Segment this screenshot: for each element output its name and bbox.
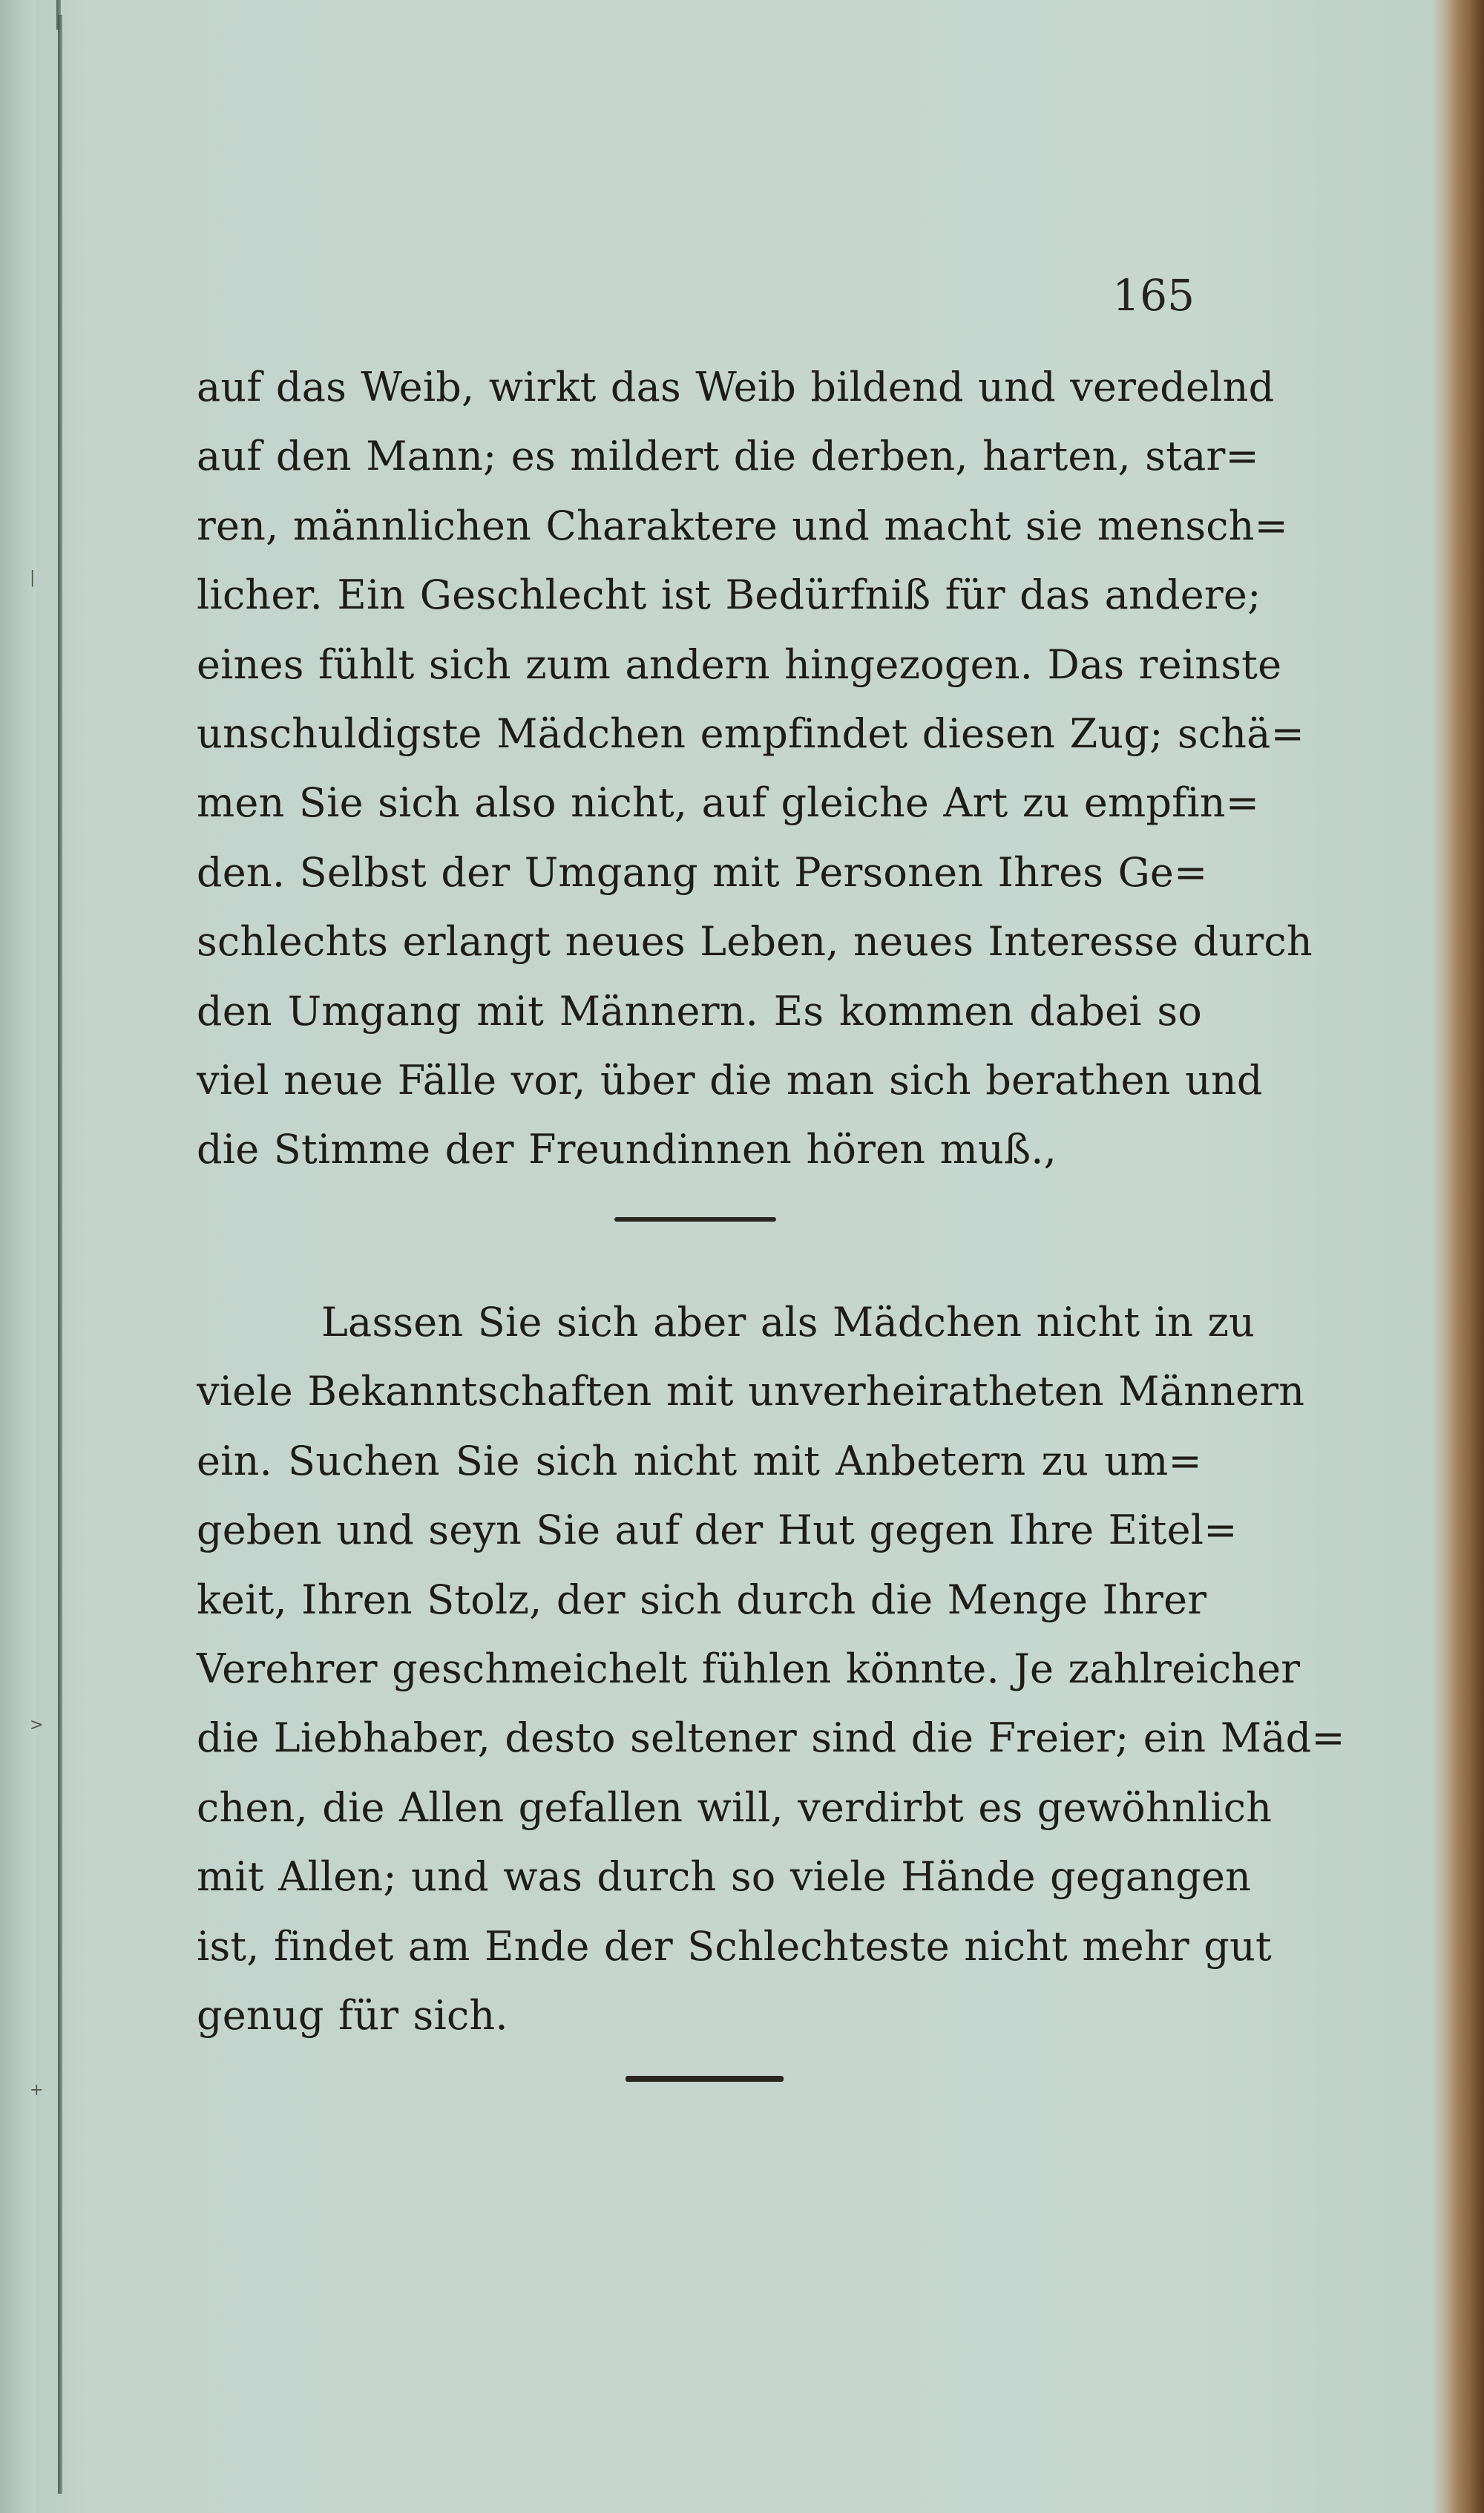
text-line: den. Selbst der Umgang mit Personen Ihres Ge= [197,848,1208,896]
text-line: auf das Weib, wirkt das Weib bildend und veredelnd [197,364,1275,410]
text-line: Lassen Sie sich aber als Mädchen nicht in zu [321,1299,1255,1346]
gutter-mark-middle: > [30,1716,44,1734]
text-line: auf den Mann; es mildert die derben, harten, star= [197,433,1259,480]
page-edge-shadow [1447,0,1484,2513]
text-line: ren, männlichen Charaktere und macht sie mensch= [197,502,1289,549]
text-line: eines fühlt sich zum andern hingezogen. Das reinste [197,640,1282,688]
binding-line [58,15,62,2494]
end-divider-rule [626,2076,784,2082]
text-line: chen, die Allen gefallen will, verdirbt es gewöhnlich [197,1783,1273,1831]
text-line: schlechts erlangt neues Leben, neues Interesse durch [197,918,1313,966]
text-line: ein. Suchen Sie sich nicht mit Anbetern zu um= [197,1437,1202,1484]
text-line: men Sie sich also nicht, auf gleiche Art zu empfin= [197,779,1260,827]
text-line: die Liebhaber, desto seltener sind die Freier; ein Mäd= [197,1714,1345,1762]
text-line: mit Allen; und was durch so viele Hände gegangen [197,1853,1252,1901]
text-line: die Stimme der Freundinnen hören muß., [197,1126,1057,1173]
paragraph-2 [197,1288,1345,2050]
text-line: viele Bekanntschaften mit unverheiratheten Männern [197,1368,1305,1415]
gutter-mark-lower: + [30,2081,44,2100]
paragraph-1 [197,353,1313,1185]
text-line: genug für sich. [197,1992,508,2039]
page-number: 165 [1112,270,1195,321]
left-page-edge [0,0,36,2513]
gutter-mark-upper: | [30,569,36,587]
text-line: geben und seyn Sie auf der Hut gegen Ihre Eitel= [197,1507,1238,1554]
text-line: ist, findet am Ende der Schlechteste nicht mehr gut [197,1922,1272,1970]
section-divider-rule [614,1217,776,1222]
text-line: keit, Ihren Stolz, der sich durch die Menge Ihrer [197,1576,1207,1623]
text-line: licher. Ein Geschlecht ist Bedürfniß für das andere; [197,571,1261,619]
text-line: den Umgang mit Männern. Es kommen dabei so [197,987,1202,1035]
text-line: Verehrer geschmeichelt fühlen könnte. Je zahlreicher [197,1645,1301,1693]
text-line: viel neue Fälle vor, über die man sich berathen und [197,1057,1263,1104]
text-line: unschuldigste Mädchen empfindet diesen Zug; schä= [197,710,1305,758]
